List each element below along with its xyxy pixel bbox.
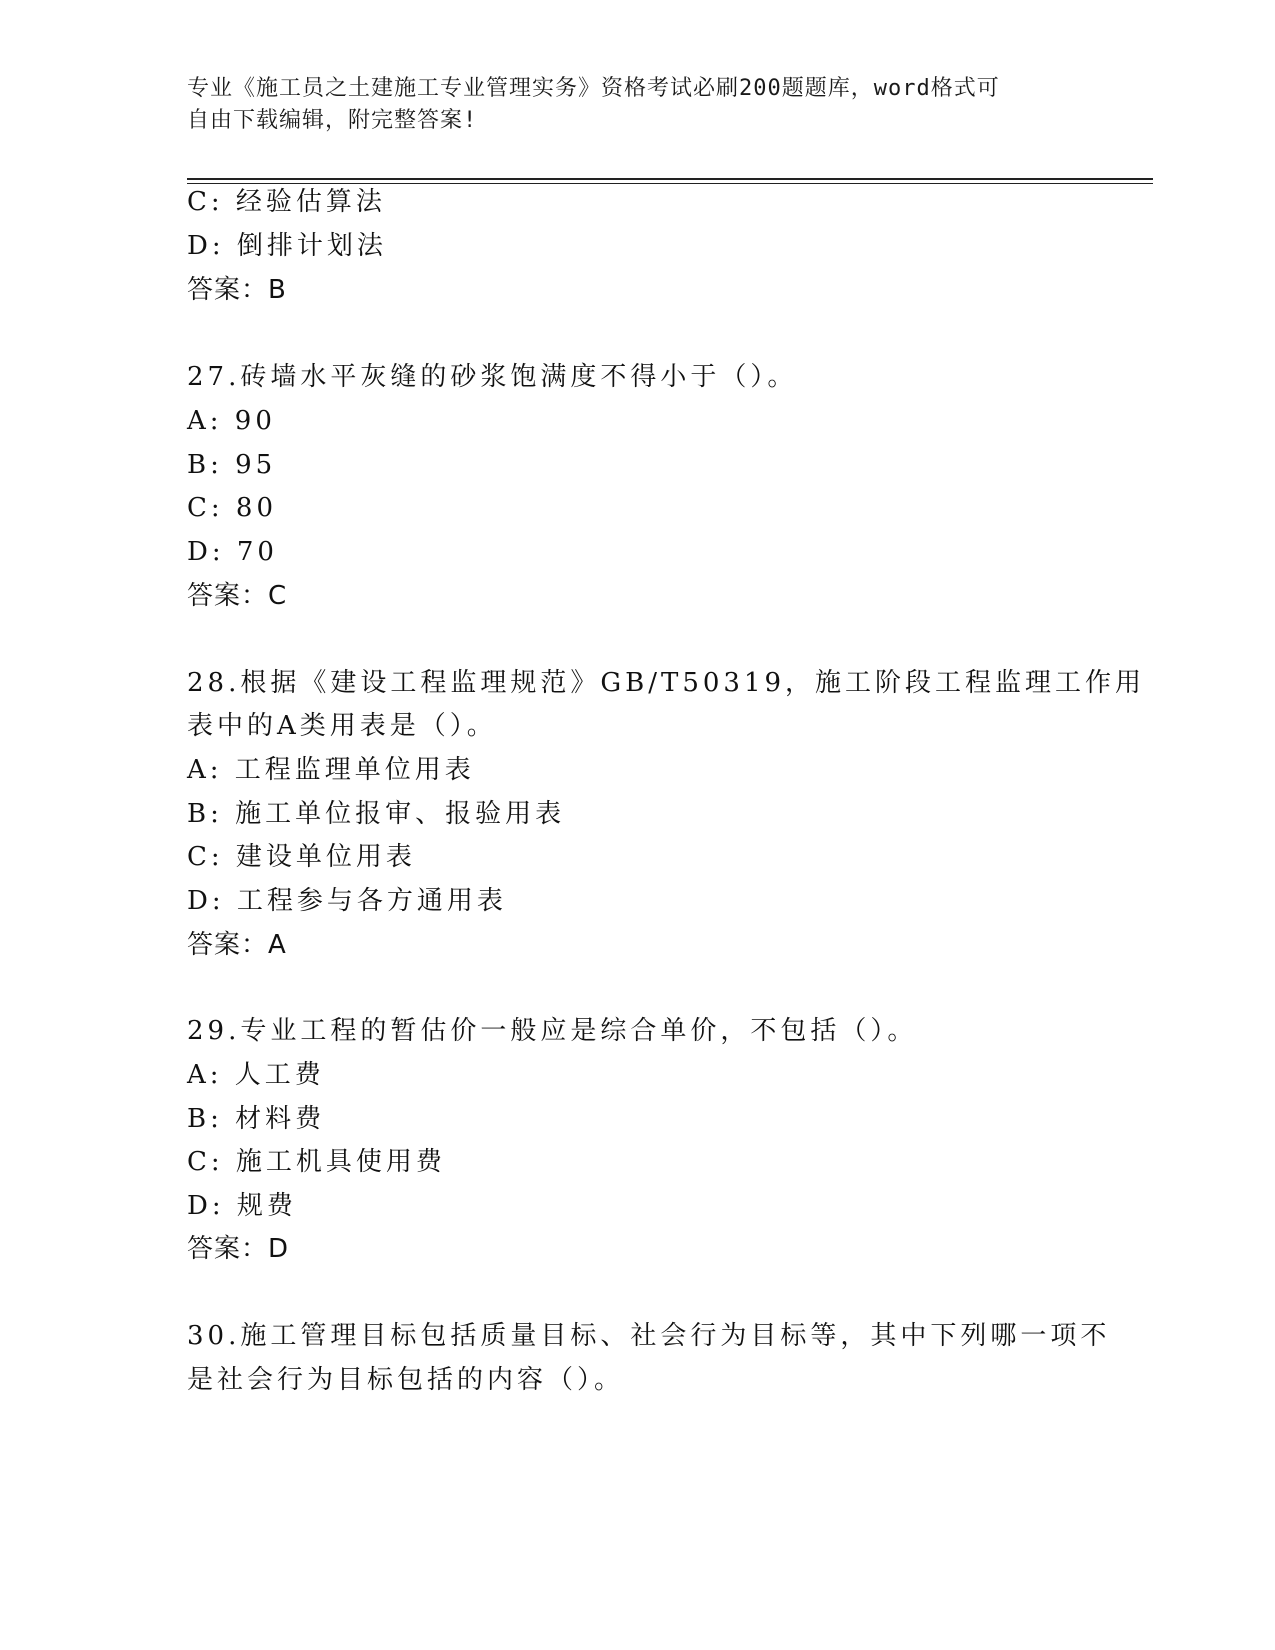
header-title-line-2: 自由下载编辑，附完整答案! xyxy=(187,108,478,133)
header-title-line-1: 专业《施工员之土建施工专业管理实务》资格考试必刷200题题库，word格式可 xyxy=(187,76,1000,101)
header-divider-thick xyxy=(187,178,1153,180)
question-28-stem-line-1: 28.根据《建设工程监理规范》GB/T50319，施工阶段工程监理工作用 xyxy=(187,668,1146,698)
question-30-stem-line-1: 30.施工管理目标包括质量目标、社会行为目标等，其中下列哪一项不 xyxy=(187,1321,1111,1351)
document-header xyxy=(187,73,1067,137)
question-28-option-a: A: 工程监理单位用表 xyxy=(187,755,475,785)
question-28-option-c: C: 建设单位用表 xyxy=(187,842,416,872)
question-30-stem-line-2: 是社会行为目标包括的内容（）。 xyxy=(187,1365,625,1395)
question-27-stem: 27.砖墙水平灰缝的砂浆饱满度不得小于（）。 xyxy=(187,362,798,392)
question-28-stem-line-2: 表中的A类用表是（）。 xyxy=(187,711,497,741)
question-29-answer: 答案：D xyxy=(187,1234,290,1264)
question-29-option-d: D: 规费 xyxy=(187,1191,297,1221)
option-c: C: 经验估算法 xyxy=(187,187,386,217)
option-d: D: 倒排计划法 xyxy=(187,231,387,261)
question-29-option-a: A: 人工费 xyxy=(187,1060,325,1090)
question-29-option-c: C: 施工机具使用费 xyxy=(187,1147,446,1177)
question-29-stem: 29.专业工程的暂估价一般应是综合单价，不包括（）。 xyxy=(187,1016,918,1046)
question-28-option-b: B: 施工单位报审、报验用表 xyxy=(187,799,566,829)
question-27-answer: 答案：C xyxy=(187,581,288,611)
question-28-answer: 答案：A xyxy=(187,930,287,960)
question-27-option-d: D: 70 xyxy=(187,537,278,567)
answer-line: 答案：B xyxy=(187,275,287,305)
question-27-option-c: C: 80 xyxy=(187,493,278,523)
question-27-option-a: A: 90 xyxy=(187,406,276,436)
question-28-option-d: D: 工程参与各方通用表 xyxy=(187,886,507,916)
question-27-option-b: B: 95 xyxy=(187,450,277,480)
question-29-option-b: B: 材料费 xyxy=(187,1104,326,1134)
header-divider-thin xyxy=(187,183,1153,184)
